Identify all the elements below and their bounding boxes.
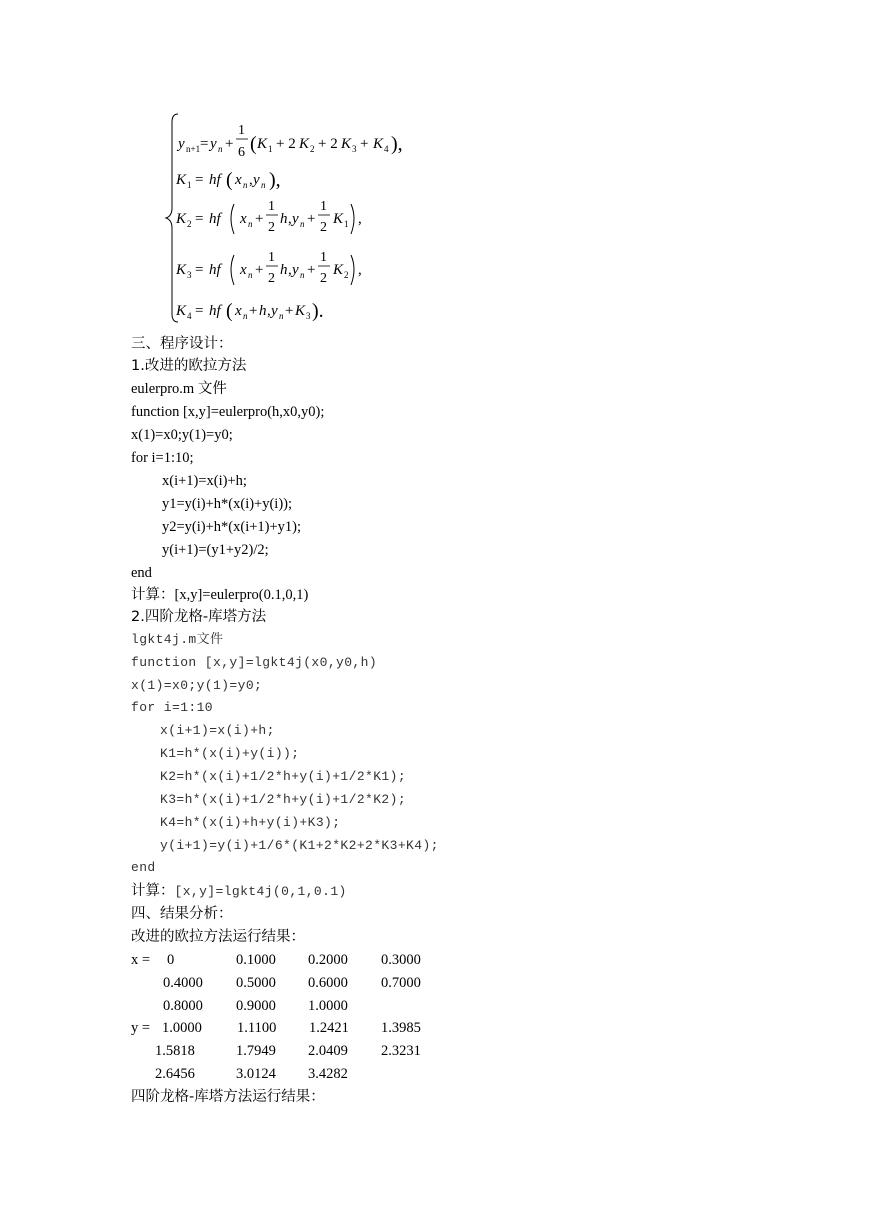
svg-text:+: +: [255, 262, 264, 278]
formula-row-1: [176, 123, 403, 160]
x-label: x =: [131, 952, 151, 968]
svg-text:+: +: [285, 303, 294, 319]
svg-text:n: n: [300, 219, 305, 229]
svg-text:1: 1: [187, 180, 192, 190]
svg-text:K: K: [341, 136, 352, 152]
euler-code-line: x(1)=x0;y(1)=y0;: [131, 427, 233, 443]
svg-text:(: (: [226, 300, 233, 322]
x-value: 0.5000: [236, 975, 276, 991]
svg-text:K: K: [299, 136, 310, 152]
svg-text:).: ).: [312, 300, 324, 322]
x-value: 0.2000: [308, 952, 348, 968]
x-value: 0.6000: [308, 975, 348, 991]
svg-text:,: ,: [288, 211, 292, 227]
svg-text:y: y: [210, 136, 217, 152]
svg-text:hf: hf: [209, 211, 221, 227]
rk-calc-prefix: 计算：: [131, 883, 175, 899]
y-value: 1.5818: [155, 1043, 195, 1059]
svg-text:1: 1: [344, 219, 349, 229]
svg-text:3: 3: [352, 144, 357, 154]
y-value: 2.0409: [308, 1043, 348, 1059]
svg-text:y: y: [271, 303, 278, 319]
svg-text:=: =: [195, 262, 204, 278]
rk-code-line: x(1)=x0;y(1)=y0;: [131, 678, 263, 693]
y-value: 2.6456: [155, 1066, 195, 1082]
svg-text:K: K: [295, 303, 306, 319]
svg-text:n: n: [248, 270, 253, 280]
y-value: 1.1100: [237, 1020, 277, 1036]
svg-text:hf: hf: [209, 303, 221, 319]
euler-code-line: end: [131, 565, 152, 581]
svg-text:2: 2: [320, 220, 327, 235]
y-value: 3.4282: [308, 1066, 348, 1082]
y-value: 1.2421: [309, 1020, 349, 1036]
x-value: 0: [167, 952, 175, 968]
svg-text:,: ,: [267, 303, 271, 319]
svg-text:2: 2: [268, 271, 275, 286]
euler-code-line: for i=1:10;: [131, 450, 194, 466]
svg-text:K: K: [333, 262, 344, 278]
svg-text:x: x: [235, 303, 242, 319]
y-value: 1.0000: [162, 1020, 202, 1036]
svg-text:+ 2: + 2: [318, 136, 338, 152]
euler-code-line: y(i+1)=(y1+y2)/2;: [162, 542, 269, 558]
x-value: 0.3000: [381, 952, 421, 968]
euler-calc: 计算：[x,y]=eulerpro(0.1,0,1): [131, 587, 309, 603]
svg-text:hf: hf: [209, 262, 221, 278]
x-value: 0.8000: [163, 998, 203, 1014]
rk-code-line: K2=h*(x(i)+1/2*h+y(i)+1/2*K1);: [160, 769, 407, 784]
svg-text:,: ,: [249, 172, 253, 188]
x-value: 0.1000: [236, 952, 276, 968]
svg-text:K: K: [176, 211, 187, 227]
svg-text:,: ,: [358, 262, 362, 278]
svg-text:K: K: [333, 211, 344, 227]
svg-text:2: 2: [344, 270, 349, 280]
svg-text:y: y: [178, 136, 185, 152]
svg-text:n: n: [218, 144, 223, 154]
rk-calc: [131, 882, 347, 901]
svg-text:n: n: [243, 180, 248, 190]
formula-row-2: [175, 169, 281, 191]
y-value: 1.7949: [236, 1043, 276, 1059]
svg-text:K: K: [257, 136, 268, 152]
svg-text:1: 1: [238, 123, 245, 138]
y-value: 3.0124: [236, 1066, 276, 1082]
svg-text:3: 3: [306, 311, 311, 321]
y-label: y =: [131, 1020, 151, 1036]
svg-text:(: (: [226, 169, 233, 191]
x-value: 1.0000: [308, 998, 348, 1014]
svg-text:n: n: [261, 180, 266, 190]
euler-file: eulerpro.m 文件: [131, 381, 227, 397]
formula-row-3: [175, 199, 362, 235]
rk-code-line: x(i+1)=x(i)+h;: [160, 723, 275, 738]
rk4-formula: [168, 110, 428, 326]
svg-text:n: n: [248, 219, 253, 229]
rk-file: lgkt4j.m文件: [131, 632, 224, 647]
svg-text:1: 1: [268, 144, 273, 154]
svg-text:,: ,: [288, 262, 292, 278]
svg-text:(: (: [250, 133, 257, 155]
svg-text:+: +: [255, 211, 264, 227]
svg-text:h: h: [280, 211, 288, 227]
svg-text:=: =: [195, 211, 204, 227]
svg-text:=: =: [195, 303, 204, 319]
svg-text:1: 1: [320, 250, 327, 265]
svg-text:y: y: [253, 172, 260, 188]
svg-text:=: =: [195, 172, 204, 188]
svg-text:+: +: [249, 303, 258, 319]
formula-row-5: [175, 300, 324, 322]
svg-text:K: K: [373, 136, 384, 152]
svg-text:,: ,: [358, 211, 362, 227]
svg-text:n: n: [300, 270, 305, 280]
svg-text:4: 4: [384, 144, 389, 154]
svg-text:y: y: [292, 211, 299, 227]
svg-text:x: x: [240, 262, 247, 278]
rk-calc-code: [x,y]=lgkt4j(0,1,0.1): [174, 884, 347, 899]
svg-text:+: +: [307, 211, 316, 227]
svg-text:1: 1: [268, 199, 275, 214]
svg-text:K: K: [176, 262, 187, 278]
svg-text:+: +: [225, 136, 234, 152]
rk-code-line: for i=1:10: [131, 700, 214, 715]
euler-heading: 1.改进的欧拉方法: [131, 358, 247, 374]
y-value: 2.3231: [381, 1043, 421, 1059]
svg-text:2: 2: [320, 271, 327, 286]
svg-text:3: 3: [187, 270, 192, 280]
analysis-heading: 四、结果分析：: [131, 906, 233, 922]
svg-text:1: 1: [268, 250, 275, 265]
svg-text:),: ),: [269, 169, 281, 191]
svg-text:n: n: [243, 311, 248, 321]
svg-text:n+1: n+1: [186, 144, 201, 154]
x-value: 0.9000: [236, 998, 276, 1014]
svg-text:h: h: [259, 303, 267, 319]
euler-code-line: function [x,y]=eulerpro(h,x0,y0);: [131, 404, 325, 420]
x-value: 0.4000: [163, 975, 203, 991]
svg-text:hf: hf: [209, 172, 221, 188]
svg-text:K: K: [176, 303, 187, 319]
svg-text:y: y: [292, 262, 299, 278]
euler-code-line: x(i+1)=x(i)+h;: [162, 473, 247, 489]
svg-text:2: 2: [310, 144, 315, 154]
euler-code-line: y2=y(i)+h*(x(i+1)+y1);: [162, 519, 302, 535]
svg-text:x: x: [240, 211, 247, 227]
rk-code-line: end: [131, 860, 156, 875]
euler-code-line: y1=y(i)+h*(x(i)+y(i));: [162, 496, 293, 512]
svg-text:+: +: [307, 262, 316, 278]
svg-text:K: K: [176, 172, 187, 188]
euler-result-heading: 改进的欧拉方法运行结果：: [131, 929, 305, 945]
svg-text:6: 6: [238, 145, 245, 160]
svg-text:4: 4: [187, 311, 192, 321]
y-value: 1.3985: [381, 1020, 421, 1036]
svg-text:+ 2: + 2: [276, 136, 296, 152]
svg-text:+: +: [360, 136, 369, 152]
svg-text:),: ),: [391, 133, 403, 155]
rk-code-line: K3=h*(x(i)+1/2*h+y(i)+1/2*K2);: [160, 792, 407, 807]
svg-text:1: 1: [320, 199, 327, 214]
formula-row-4: [175, 250, 362, 286]
rk-heading: 2.四阶龙格-库塔方法: [131, 609, 267, 625]
svg-text:n: n: [279, 311, 284, 321]
x-value: 0.7000: [381, 975, 421, 991]
svg-text:2: 2: [187, 219, 192, 229]
rk-code-line: function [x,y]=lgkt4j(x0,y0,h): [131, 655, 378, 670]
svg-text:x: x: [235, 172, 242, 188]
rk-code-line: K4=h*(x(i)+h+y(i)+K3);: [160, 815, 341, 830]
svg-text:=: =: [200, 136, 209, 152]
rk-result-heading: 四阶龙格-库塔方法运行结果：: [131, 1089, 325, 1105]
rk-code-line: y(i+1)=y(i)+1/6*(K1+2*K2+2*K3+K4);: [160, 838, 439, 853]
rk-code-line: K1=h*(x(i)+y(i));: [160, 746, 300, 761]
program-heading: 三、程序设计：: [131, 336, 233, 352]
svg-text:h: h: [280, 262, 288, 278]
svg-text:2: 2: [268, 220, 275, 235]
